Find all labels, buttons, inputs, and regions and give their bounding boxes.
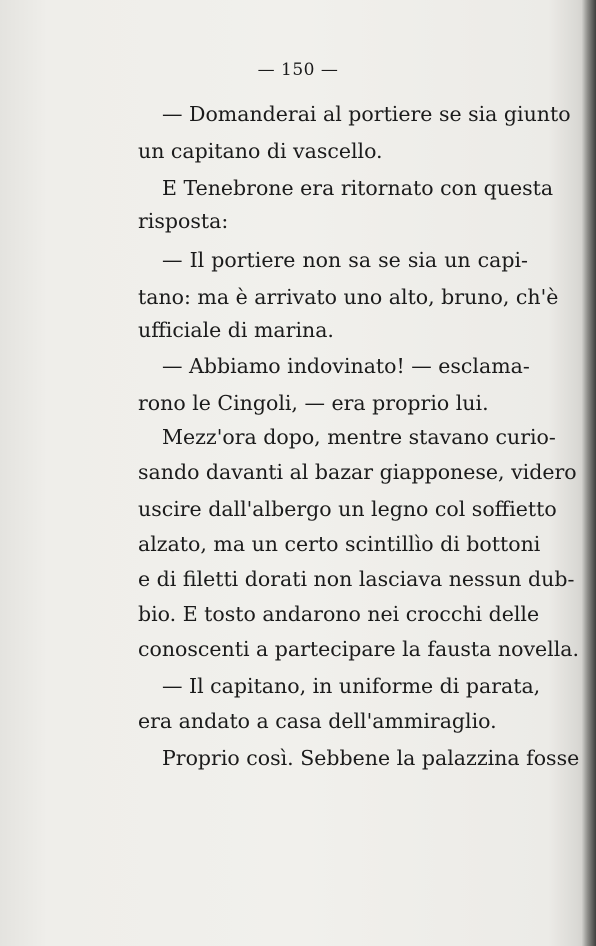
text-line-1: — Domanderai al portiere se sia giunto bbox=[162, 102, 571, 126]
text-line-19: Proprio così. Sebbene la palazzina fosse bbox=[162, 746, 580, 770]
text-line-6: tano: ma è arrivato uno alto, bruno, ch'è bbox=[138, 285, 559, 309]
book-spine-shadow bbox=[582, 0, 596, 946]
text-line-9: rono le Cingoli, — era proprio lui. bbox=[138, 391, 489, 415]
text-line-2: un capitano di vascello. bbox=[138, 139, 383, 163]
text-line-11: sando davanti al bazar giapponese, videro bbox=[138, 460, 577, 484]
text-line-3: E Tenebrone era ritornato con questa bbox=[162, 176, 554, 200]
text-line-18: era andato a casa dell'ammiraglio. bbox=[138, 709, 497, 733]
text-line-14: e di filetti dorati non lasciava nessun dub- bbox=[138, 567, 575, 591]
text-line-15: bio. E tosto andarono nei crocchi delle bbox=[138, 602, 540, 626]
text-line-13: alzato, ma un certo scintillìo di bottoni bbox=[138, 532, 541, 556]
text-line-4: risposta: bbox=[138, 209, 229, 233]
text-line-16: conoscenti a partecipare la fausta novella. bbox=[138, 637, 580, 661]
text-line-12: uscire dall'albergo un legno col soffietto bbox=[138, 497, 557, 521]
text-line-17: — Il capitano, in uniforme di parata, bbox=[162, 674, 541, 698]
text-line-5: — Il portiere non sa se sia un capi- bbox=[162, 248, 528, 272]
text-line-10: Mezz'ora dopo, mentre stavano curio- bbox=[162, 425, 556, 449]
page-number: — 150 — bbox=[257, 60, 339, 80]
text-line-7: ufficiale di marina. bbox=[138, 318, 334, 342]
text-line-8: — Abbiamo indovinato! — esclama- bbox=[162, 354, 530, 378]
